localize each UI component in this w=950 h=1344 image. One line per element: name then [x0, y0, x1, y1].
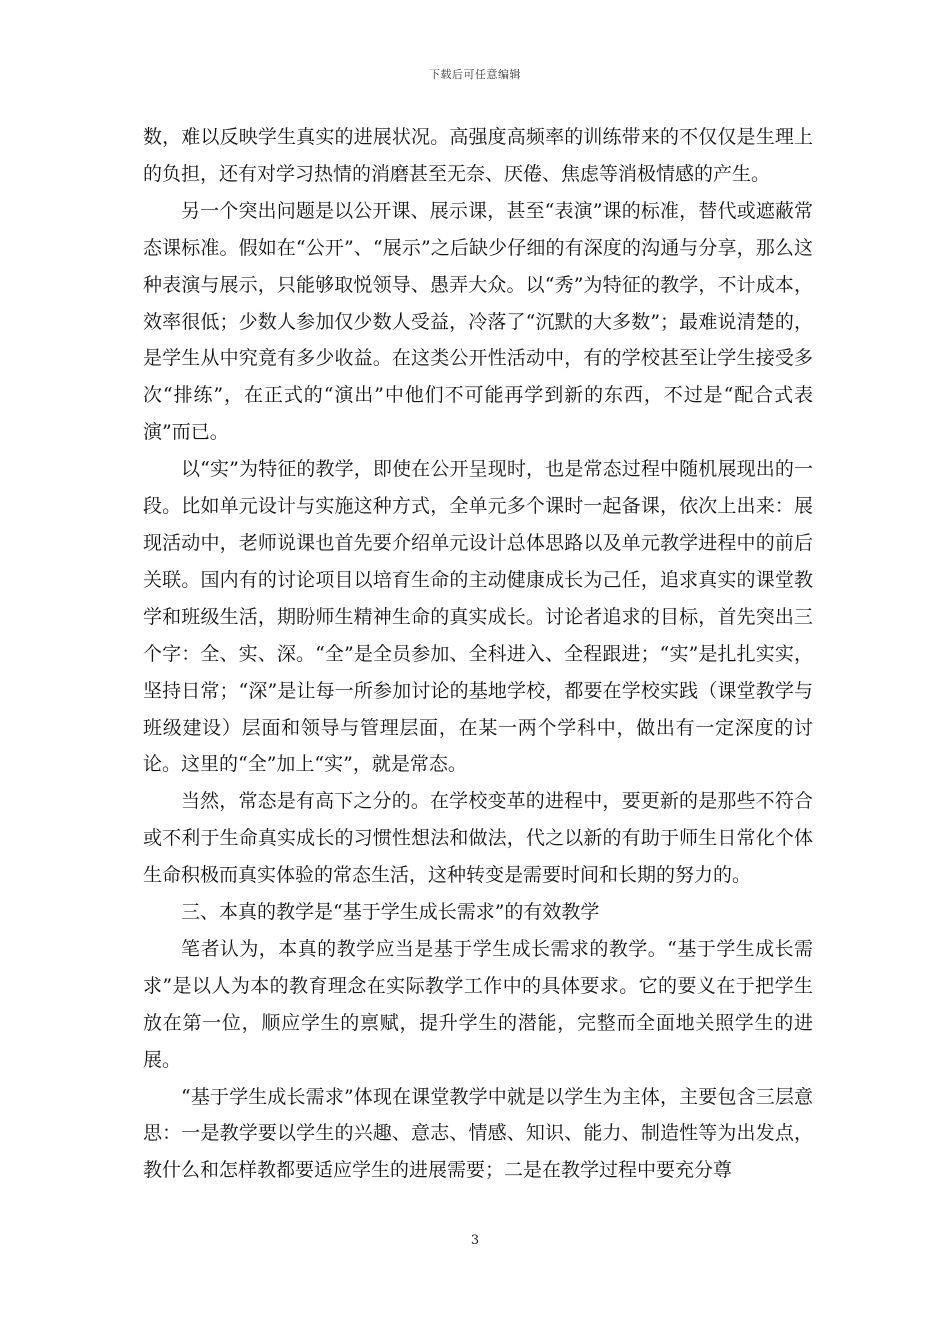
paragraph-continuation: 数，难以反映学生真实的进展状况。高强度高频率的训练带来的不仅仅是生理上的负担，还有对学习热情的消磨甚至无奈、厌倦、焦虑等消极情感的产生。 [143, 126, 813, 185]
page-header: 下载后可任意编辑 [429, 68, 521, 81]
page-number: 3 [470, 1233, 480, 1248]
paragraph: 当然，常态是有高下之分的。在学校变革的进程中，要更新的是那些不符合或不利于生命真实成长的习惯性想法和做法，代之以新的有助于师生日常化个体生命积极而真实体验的常态生活，这种转变是需要时间和长期的努力的。 [143, 790, 813, 887]
paragraph: 笔者认为，本真的教学应当是基于学生成长需求的教学。“基于学生成长需求”是以人为本的教育理念在实际教学工作中的具体要求。它的要义在于把学生放在第一位，顺应学生的禀赋，提升学生的潜能，完整而全面地关照学生的进展。 [143, 937, 813, 1071]
paragraph: 另一个突出问题是以公开课、展示课，甚至“表演”课的标准，替代或遮蔽常态课标准。假如在“公开”、“展示”之后缺少仔细的有深度的沟通与分享，那么这种表演与展示，只能够取悦领导、愚弄大众。以“秀”为特征的教学，不计成本，效率很低；少数人参加仅少数人受益，冷落了“沉默的大多数”；最难说清楚的，是学生从中究竟有多少收益。在这类公开性活动中，有的学校甚至让学生接受多次“排练”，在正式的“演出”中他们不可能再学到新的东西，不过是“配合式表演”而已。 [143, 199, 813, 444]
document-body [143, 119, 813, 1189]
section-heading: 三、本真的教学是“基于学生成长需求”的有效教学 [181, 901, 600, 924]
paragraph: 以“实”为特征的教学，即使在公开呈现时，也是常态过程中随机展现出的一段。比如单元设计与实施这种方式，全单元多个课时一起备课，依次上出来：展现活动中，老师说课也首先要介绍单元设计总体思路以及单元教学进程中的前后关联。国内有的讨论项目以培育生命的主动健康成长为己任，追求真实的课堂教学和班级生活，期盼师生精神生命的真实成长。讨论者追求的目标，首先突出三个字：全、实、深。“全”是全员参加、全科进入、全程跟进；“实”是扎扎实实，坚持日常；“深”是让每一所参加讨论的基地学校，都要在学校实践（课堂教学与班级建设）层面和领导与管理层面，在某一两个学科中，做出有一定深度的讨论。这里的“全”加上“实”，就是常态。 [143, 458, 813, 776]
paragraph: “基于学生成长需求”体现在课堂教学中就是以学生为主体，主要包含三层意思：一是教学要以学生的兴趣、意志、情感、知识、能力、制造性等为出发点，教什么和怎样教都要适应学生的进展需要；二是在教学过程中要充分尊 [143, 1085, 813, 1182]
